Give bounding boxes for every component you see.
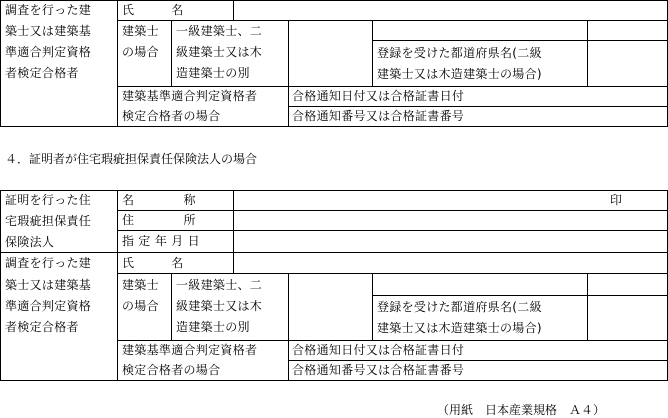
inspector-label-line: 築士又は建築基	[5, 24, 92, 38]
bottom-form-table	[0, 190, 668, 382]
name-value-cell[interactable]	[234, 253, 666, 273]
architect-class-label: 級建築士又は木	[176, 45, 263, 59]
architect-class-label: 一級建築士、二	[176, 278, 263, 292]
inspector-label-line: 者検定合格者	[5, 66, 79, 80]
registration-number-cell[interactable]	[373, 274, 587, 295]
top-form-table	[0, 0, 668, 128]
architect-case-label: の場合	[122, 299, 159, 313]
checker-case-label: 検定合格者の場合	[122, 109, 221, 123]
registration-prefecture-label: 建築士又は木造建築士の場合)	[377, 67, 542, 81]
inspector-label-line: 準適合判定資格	[5, 299, 92, 313]
architect-class-label: 造建築士の別	[176, 66, 250, 80]
issuer-address-label: 住 所	[122, 213, 196, 227]
pass-number-label: 合格通知番号又は合格証書番号	[292, 363, 465, 377]
issuer-label-line: 保険法人	[5, 235, 55, 249]
checker-case-label: 検定合格者の場合	[122, 363, 221, 377]
name-label: 氏 名	[122, 256, 184, 270]
issuer-label-line: 証明を行った住	[5, 193, 92, 207]
issuer-name-value-cell[interactable]	[234, 191, 666, 210]
architect-class-label: 一級建築士、二	[176, 24, 263, 38]
architect-case-label: 建築士	[122, 278, 159, 292]
designation-date-label: 指 定 年 月 日	[122, 234, 200, 248]
pass-date-label: 合格通知日付又は合格証書日付	[292, 89, 465, 103]
checker-case-label: 建築基準適合判定資格者	[122, 89, 258, 103]
checker-case-label: 建築基準適合判定資格者	[122, 343, 258, 357]
inspector-label-line: 調査を行った建	[5, 3, 92, 17]
architect-class-value-cell[interactable]	[289, 21, 372, 86]
section-4-heading: ４．証明者が住宅瑕疵担保責任保険法人の場合	[5, 152, 258, 166]
registration-value-cell[interactable]	[588, 21, 666, 86]
issuer-address-value-cell[interactable]	[234, 211, 666, 230]
inspector-label-line: 調査を行った建	[5, 256, 92, 270]
architect-class-label: 造建築士の別	[176, 320, 250, 334]
name-label: 氏 名	[122, 3, 184, 17]
architect-class-value-cell[interactable]	[289, 274, 372, 340]
inspector-label-line: 築士又は建築基	[5, 278, 92, 292]
inspector-label-line: 者検定合格者	[5, 320, 79, 334]
name-value-cell[interactable]	[234, 1, 666, 20]
issuer-label-line: 宅瑕疵担保責任	[5, 214, 92, 228]
paper-size-note: （用紙 日本産業規格 Ａ４）	[437, 403, 606, 417]
registration-prefecture-label: 建築士又は木造建築士の場合)	[377, 321, 542, 335]
pass-date-label: 合格通知日付又は合格証書日付	[292, 343, 465, 357]
registration-prefecture-label: 登録を受けた都道府県名(二級	[377, 46, 542, 60]
registration-prefecture-label: 登録を受けた都道府県名(二級	[377, 300, 542, 314]
designation-date-value-cell[interactable]	[234, 231, 666, 252]
registration-number-cell[interactable]	[373, 21, 587, 40]
pass-number-label: 合格通知番号又は合格証書番号	[292, 109, 465, 123]
registration-value-cell[interactable]	[588, 274, 666, 340]
issuer-name-label: 名 称	[122, 193, 196, 207]
architect-case-label: 建築士	[122, 24, 159, 38]
architect-class-label: 級建築士又は木	[176, 299, 263, 313]
inspector-label-line: 準適合判定資格	[5, 45, 92, 59]
architect-case-label: の場合	[122, 45, 159, 59]
seal-mark: 印	[610, 193, 623, 207]
